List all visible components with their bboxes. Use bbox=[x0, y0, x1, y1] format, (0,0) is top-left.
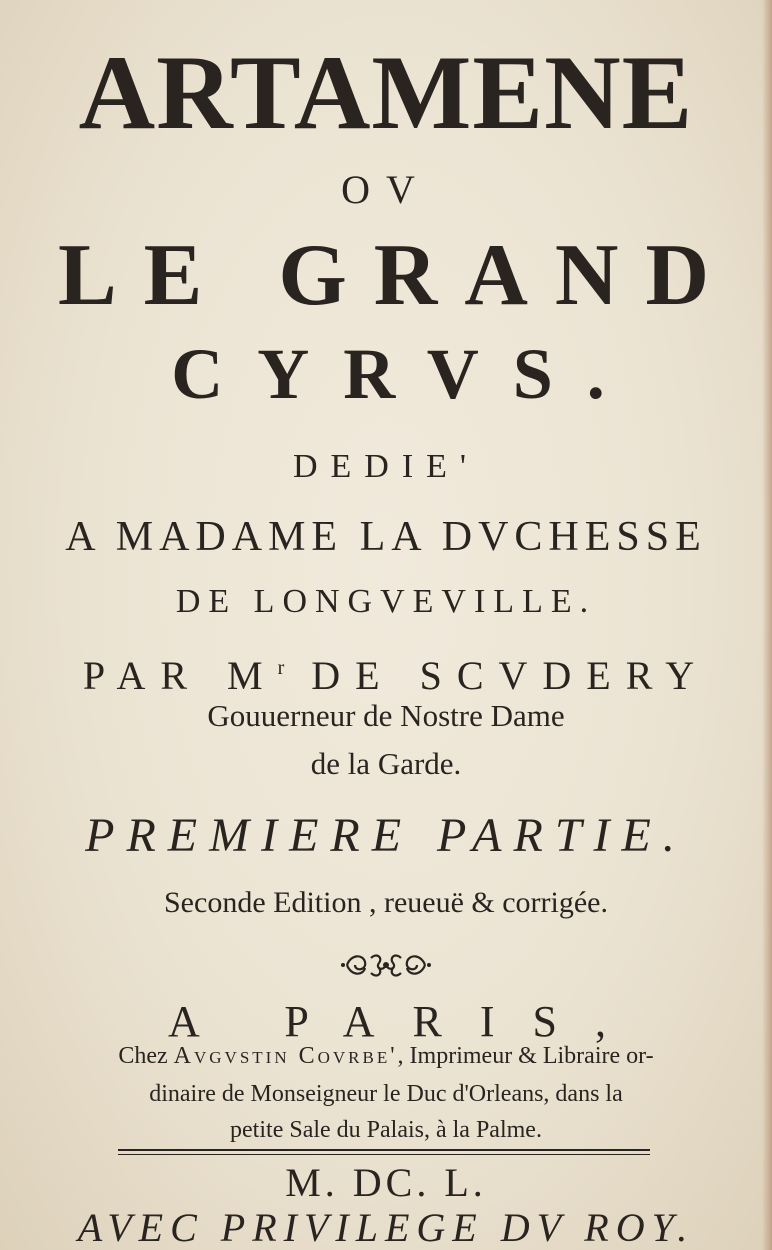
edition-statement: Seconde Edition , reueuë & corrigée. bbox=[164, 886, 608, 919]
main-title: ARTAMENE bbox=[78, 34, 694, 151]
horizontal-rule-thin bbox=[118, 1154, 650, 1155]
publication-date: M. DC. L. bbox=[285, 1160, 487, 1205]
author-office-line-2: de la Garde. bbox=[310, 746, 462, 781]
imprint-line-3: petite Sale du Palais, à la Palme. bbox=[230, 1117, 542, 1143]
imprint-line-2: dinaire de Monseigneur le Duc d'Orleans, dans la bbox=[149, 1081, 623, 1107]
fleuron-ornament-icon bbox=[0, 948, 772, 986]
dedication-line-1: A MADAME LA DVCHESSE bbox=[65, 514, 707, 560]
imprint-place: A PARIS, bbox=[167, 997, 645, 1046]
author-name: DE SCVDERY bbox=[311, 653, 710, 698]
author-office-line-1: Gouuerneur de Nostre Dame bbox=[207, 698, 565, 733]
imprint-line-1 bbox=[0, 1044, 772, 1068]
title-conjunction: OV bbox=[341, 167, 431, 212]
author-superscript: r bbox=[277, 657, 287, 679]
imprint-line-1-pre: Chez bbox=[118, 1043, 174, 1069]
printer-name: Avgvstin Covrbe' bbox=[173, 1043, 398, 1069]
horizontal-rule bbox=[118, 1149, 650, 1151]
imprint-line-1-post: , Imprimeur & Libraire or- bbox=[397, 1043, 654, 1069]
privilege-statement: AVEC PRIVILEGE DV ROY. bbox=[77, 1205, 695, 1250]
subtitle-line-2: CYRVS. bbox=[171, 334, 639, 414]
author-prefix: PAR M bbox=[82, 653, 278, 698]
author-line bbox=[0, 653, 772, 698]
dedication-label: DEDIE' bbox=[292, 448, 480, 485]
volume-title: PREMIERE PARTIE. bbox=[85, 809, 687, 862]
subtitle-line-1: LE GRAND bbox=[57, 227, 737, 324]
dedication-line-2: DE LONGVEVILLE. bbox=[175, 583, 597, 620]
fleuron-ornament-icon bbox=[341, 948, 431, 982]
